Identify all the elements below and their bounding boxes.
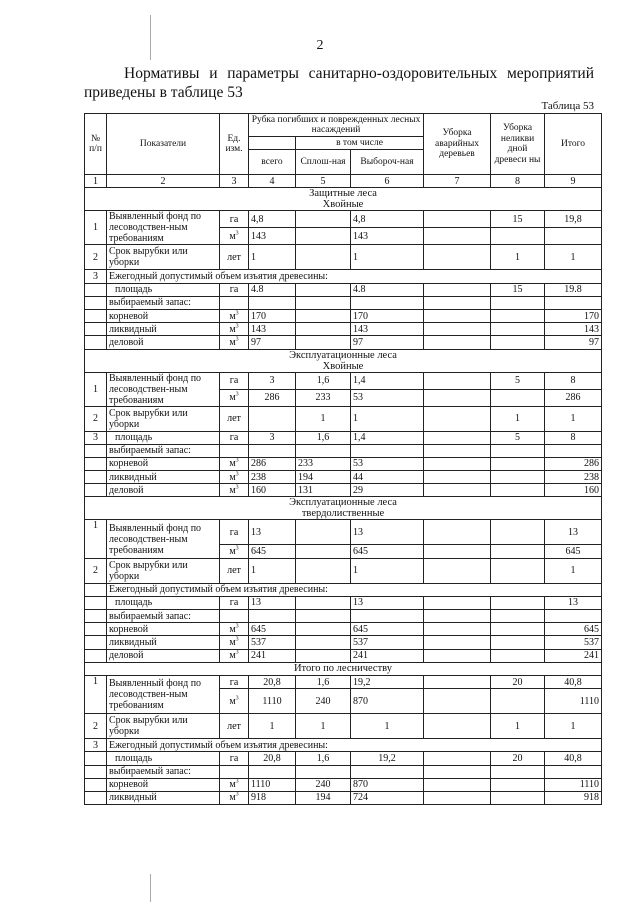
cell: 241 (351, 649, 424, 662)
cell: 1 (491, 406, 545, 431)
row-unit: га (220, 596, 249, 609)
cell (491, 778, 545, 791)
cell: 1,4 (351, 431, 424, 444)
cell (249, 406, 296, 431)
col-indicator-header: Показатели (107, 114, 220, 175)
cell: 241 (545, 649, 602, 662)
row-unit: $м^3$ (220, 545, 249, 558)
section-title: Защитные леса Хвойные (85, 188, 602, 211)
cell (424, 649, 491, 662)
table-row (85, 520, 602, 545)
norms-table (84, 113, 602, 805)
row-unit: $м^3$ (220, 228, 249, 245)
cell: 13 (545, 520, 602, 545)
cell: 1 (545, 245, 602, 270)
table-row (85, 583, 602, 596)
cell (296, 520, 351, 545)
row-label: Выявленный фонд по лесоводствен-ным требованиям (107, 520, 220, 558)
row-label: Срок вырубки или уборки (107, 558, 220, 583)
cell: 143 (249, 323, 296, 336)
table-row (85, 791, 602, 804)
table-row (85, 558, 602, 583)
col-sum-header: Итого (545, 114, 602, 175)
cell: 4,8 (351, 211, 424, 228)
row-label: ликвидный (107, 636, 220, 649)
cell: 1 (351, 245, 424, 270)
cell: 1,4 (351, 372, 424, 389)
col-illiquid-header: Уборка неликви дной древеси ны (491, 114, 545, 175)
table-row (85, 714, 602, 739)
col-emergency-header: Уборка аварийных деревьев (424, 114, 491, 175)
table-row (85, 372, 602, 389)
row-num: 3 (85, 431, 107, 444)
cell: 20,8 (249, 675, 296, 688)
cell (424, 623, 491, 636)
cell (424, 752, 491, 765)
col-selective-header: Выбороч-ная (351, 150, 424, 175)
cell (424, 245, 491, 270)
cell: 537 (351, 636, 424, 649)
cell: 3 (249, 431, 296, 444)
cell (296, 283, 351, 296)
row-num: 1 (85, 211, 107, 245)
cell (424, 323, 491, 336)
cell: 1 (545, 714, 602, 739)
section-title-row (85, 188, 602, 211)
table-row (85, 484, 602, 497)
cell (491, 457, 545, 470)
cell: 1,6 (296, 675, 351, 688)
row-label: корневой (107, 457, 220, 470)
cell: 170 (249, 309, 296, 322)
cell: 40,8 (545, 675, 602, 688)
page-heading: Нормативы и параметры санитарно-оздоровительных мероприятий приведены в таблице 53 (84, 65, 594, 101)
row-unit: га (220, 211, 249, 228)
header-row-1 (85, 114, 602, 137)
cell (296, 558, 351, 583)
row-num: 1 (85, 675, 107, 713)
cell: 537 (249, 636, 296, 649)
table-row (85, 245, 602, 270)
page-number: 2 (316, 38, 324, 53)
colnum: 1 (85, 175, 107, 188)
row-label: Срок вырубки или уборки (107, 406, 220, 431)
row-unit: $м^3$ (220, 457, 249, 470)
cell: 15 (491, 211, 545, 228)
cell: 3 (249, 372, 296, 389)
table-row (85, 778, 602, 791)
row-label: ликвидный (107, 323, 220, 336)
row-label: площадь (107, 431, 220, 444)
row-label: Ежегодный допустимый объем изъятия древесины: (107, 739, 602, 752)
row-label: выбираемый запас: (107, 444, 220, 457)
cell: 29 (351, 484, 424, 497)
cell (296, 636, 351, 649)
cell: 1 (249, 558, 296, 583)
cell (491, 649, 545, 662)
cell: 131 (296, 484, 351, 497)
cell: 1,6 (296, 372, 351, 389)
cell (424, 406, 491, 431)
cell: 19,8 (545, 211, 602, 228)
row-num: 1 (85, 520, 107, 558)
row-label: Ежегодный допустимый объем изъятия древесины: (107, 270, 602, 283)
table-row (85, 283, 602, 296)
cell: 1 (351, 406, 424, 431)
cell (491, 689, 545, 714)
row-unit: га (220, 675, 249, 688)
cell: 19,2 (351, 675, 424, 688)
colnum: 8 (491, 175, 545, 188)
table-row (85, 323, 602, 336)
table-row (85, 636, 602, 649)
table-row (85, 471, 602, 484)
cell: 97 (545, 336, 602, 349)
row-unit: $м^3$ (220, 649, 249, 662)
cell (296, 323, 351, 336)
cell: 20,8 (249, 752, 296, 765)
table-row (85, 649, 602, 662)
cell: 4,8 (249, 211, 296, 228)
cell: 1 (491, 245, 545, 270)
section-title-row (85, 497, 602, 520)
table-row (85, 296, 602, 309)
colnum: 2 (107, 175, 220, 188)
cell: 1 (545, 558, 602, 583)
row-label: Срок вырубки или уборки (107, 245, 220, 270)
cell: 645 (249, 545, 296, 558)
cell: 1110 (545, 778, 602, 791)
cell (424, 389, 491, 406)
col-total-header: всего (249, 150, 296, 175)
row-label: площадь (107, 596, 220, 609)
cell: 238 (545, 471, 602, 484)
cell: 1,6 (296, 431, 351, 444)
cell (545, 228, 602, 245)
row-unit: $м^3$ (220, 323, 249, 336)
row-label: выбираемый запас: (107, 610, 220, 623)
cell: 645 (545, 623, 602, 636)
cell: 233 (296, 457, 351, 470)
colnum: 3 (220, 175, 249, 188)
row-label: деловой (107, 336, 220, 349)
row-label: корневой (107, 778, 220, 791)
row-label: выбираемый запас: (107, 765, 220, 778)
cell: 918 (249, 791, 296, 804)
section-title: Итого по лесничеству (85, 662, 602, 675)
cell (296, 649, 351, 662)
col-num-header: № п/п (85, 114, 107, 175)
cell: 286 (249, 457, 296, 470)
cell (424, 636, 491, 649)
row-label: деловой (107, 484, 220, 497)
col-clear-header: Сплош-ная (296, 150, 351, 175)
cell: 194 (296, 471, 351, 484)
cell: 19,2 (351, 752, 424, 765)
table-row (85, 675, 602, 688)
cell: 870 (351, 778, 424, 791)
cell (491, 389, 545, 406)
cell (296, 228, 351, 245)
colnum: 9 (545, 175, 602, 188)
row-label: выбираемый запас: (107, 296, 220, 309)
cell (424, 675, 491, 688)
cell: 160 (545, 484, 602, 497)
cell: 1110 (249, 689, 296, 714)
cell: 240 (296, 778, 351, 791)
row-num: 1 (85, 372, 107, 406)
col-incl-header: в том числе (296, 137, 424, 150)
colnum: 7 (424, 175, 491, 188)
row-num: 2 (85, 558, 107, 583)
cell (491, 309, 545, 322)
row-label: Выявленный фонд по лесоводствен-ным требованиям (107, 372, 220, 406)
cell (296, 545, 351, 558)
table-row (85, 406, 602, 431)
cell: 645 (351, 545, 424, 558)
cell: 645 (351, 623, 424, 636)
cell: 537 (545, 636, 602, 649)
cell: 1110 (249, 778, 296, 791)
row-label: деловой (107, 649, 220, 662)
cell (424, 283, 491, 296)
cell (424, 372, 491, 389)
row-unit: га (220, 372, 249, 389)
cell: 241 (249, 649, 296, 662)
table-row (85, 623, 602, 636)
cell (491, 228, 545, 245)
table-row (85, 270, 602, 283)
cell: 53 (351, 457, 424, 470)
norms-table-wrapper (84, 113, 601, 805)
cell: 1 (351, 558, 424, 583)
cell: 240 (296, 689, 351, 714)
table-row (85, 336, 602, 349)
row-unit: га (220, 431, 249, 444)
table-row (85, 596, 602, 609)
cell: 40,8 (545, 752, 602, 765)
row-label: Срок вырубки или уборки (107, 714, 220, 739)
table-row (85, 765, 602, 778)
row-label: площадь (107, 283, 220, 296)
row-num: 2 (85, 406, 107, 431)
section-title: Эксплуатационные леса твердолиственные (85, 497, 602, 520)
cell (491, 471, 545, 484)
cell: 4.8 (249, 283, 296, 296)
cell (424, 714, 491, 739)
cell: 20 (491, 752, 545, 765)
row-unit: лет (220, 714, 249, 739)
cell (296, 211, 351, 228)
table-row (85, 739, 602, 752)
row-unit: га (220, 520, 249, 545)
cell: 143 (249, 228, 296, 245)
cell: 238 (249, 471, 296, 484)
cell: 1 (249, 714, 296, 739)
cell (424, 336, 491, 349)
cell: 13 (545, 596, 602, 609)
cell (491, 323, 545, 336)
cell: 1 (296, 714, 351, 739)
row-label: Выявленный фонд по лесоводствен-ным требованиям (107, 211, 220, 245)
row-label: Ежегодный допустимый объем изъятия древесины: (107, 583, 602, 596)
cell: 8 (545, 431, 602, 444)
table-row (85, 309, 602, 322)
row-label: Выявленный фонд по лесоводствен-ным требованиям (107, 675, 220, 713)
cell: 870 (351, 689, 424, 714)
cell: 13 (249, 520, 296, 545)
cell: 1,6 (296, 752, 351, 765)
cell (296, 596, 351, 609)
cell: 286 (545, 457, 602, 470)
cell: 8 (545, 372, 602, 389)
cell (424, 228, 491, 245)
cell: 1 (296, 406, 351, 431)
row-num: 2 (85, 714, 107, 739)
cell (491, 558, 545, 583)
colnum: 5 (296, 175, 351, 188)
row-unit: $м^3$ (220, 309, 249, 322)
cell: 286 (249, 389, 296, 406)
table-row (85, 752, 602, 765)
cell (424, 471, 491, 484)
cell (491, 545, 545, 558)
cell (424, 431, 491, 444)
cell (491, 520, 545, 545)
cell: 194 (296, 791, 351, 804)
cell: 233 (296, 389, 351, 406)
cell (424, 520, 491, 545)
cell: 13 (249, 596, 296, 609)
table-row (85, 457, 602, 470)
cell (424, 309, 491, 322)
cell (491, 636, 545, 649)
cell (491, 596, 545, 609)
cell: 143 (545, 323, 602, 336)
cell: 1 (545, 406, 602, 431)
row-num: 3 (85, 739, 107, 752)
row-unit: $м^3$ (220, 636, 249, 649)
col-unit-header: Ед. изм. (220, 114, 249, 175)
cell: 13 (351, 520, 424, 545)
row-unit: лет (220, 406, 249, 431)
cell (424, 211, 491, 228)
cell: 160 (249, 484, 296, 497)
cell: 20 (491, 675, 545, 688)
cell (491, 623, 545, 636)
cell (424, 778, 491, 791)
row-label: ликвидный (107, 791, 220, 804)
cell (424, 457, 491, 470)
table-row (85, 444, 602, 457)
cell: 97 (351, 336, 424, 349)
cell: 1 (249, 245, 296, 270)
cell: 645 (545, 545, 602, 558)
cell (491, 791, 545, 804)
cell: 5 (491, 431, 545, 444)
cell (424, 596, 491, 609)
cell: 724 (351, 791, 424, 804)
section-title: Эксплуатационные леса Хвойные (85, 349, 602, 372)
cell (424, 558, 491, 583)
row-unit: $м^3$ (220, 471, 249, 484)
row-unit: $м^3$ (220, 623, 249, 636)
row-num: 2 (85, 245, 107, 270)
cell: 1 (491, 714, 545, 739)
cell: 645 (249, 623, 296, 636)
row-unit: $м^3$ (220, 389, 249, 406)
cell (491, 484, 545, 497)
cell: 97 (249, 336, 296, 349)
row-label: площадь (107, 752, 220, 765)
col-felling-header: Рубка погибших и поврежденных лесных насаждений (249, 114, 424, 137)
column-number-row (85, 175, 602, 188)
cell (296, 309, 351, 322)
row-unit: $м^3$ (220, 484, 249, 497)
cell: 1 (351, 714, 424, 739)
cell: 53 (351, 389, 424, 406)
row-unit: $м^3$ (220, 336, 249, 349)
row-label: корневой (107, 623, 220, 636)
section-title-row (85, 662, 602, 675)
colnum: 4 (249, 175, 296, 188)
cell: 19.8 (545, 283, 602, 296)
row-unit: га (220, 752, 249, 765)
table-row (85, 211, 602, 228)
cell (424, 545, 491, 558)
row-label: ликвидный (107, 471, 220, 484)
section-title-row (85, 349, 602, 372)
cell: 4.8 (351, 283, 424, 296)
cell (296, 245, 351, 270)
cell (424, 791, 491, 804)
cell (296, 623, 351, 636)
row-unit: $м^3$ (220, 791, 249, 804)
cell: 13 (351, 596, 424, 609)
table-row (85, 610, 602, 623)
cell (296, 336, 351, 349)
row-unit: $м^3$ (220, 778, 249, 791)
cell: 15 (491, 283, 545, 296)
row-unit: лет (220, 245, 249, 270)
cell (424, 484, 491, 497)
cell: 170 (545, 309, 602, 322)
row-unit: га (220, 283, 249, 296)
colnum: 6 (351, 175, 424, 188)
cell (424, 689, 491, 714)
table-label: Таблица 53 (541, 100, 594, 112)
cell: 143 (351, 323, 424, 336)
row-unit: лет (220, 558, 249, 583)
cell: 1110 (545, 689, 602, 714)
cell: 44 (351, 471, 424, 484)
cell: 170 (351, 309, 424, 322)
cell: 918 (545, 791, 602, 804)
row-label: корневой (107, 309, 220, 322)
cell: 5 (491, 372, 545, 389)
cell (491, 336, 545, 349)
table-row (85, 431, 602, 444)
row-num: 3 (85, 270, 107, 283)
cell: 286 (545, 389, 602, 406)
cell: 143 (351, 228, 424, 245)
row-unit: $м^3$ (220, 689, 249, 714)
